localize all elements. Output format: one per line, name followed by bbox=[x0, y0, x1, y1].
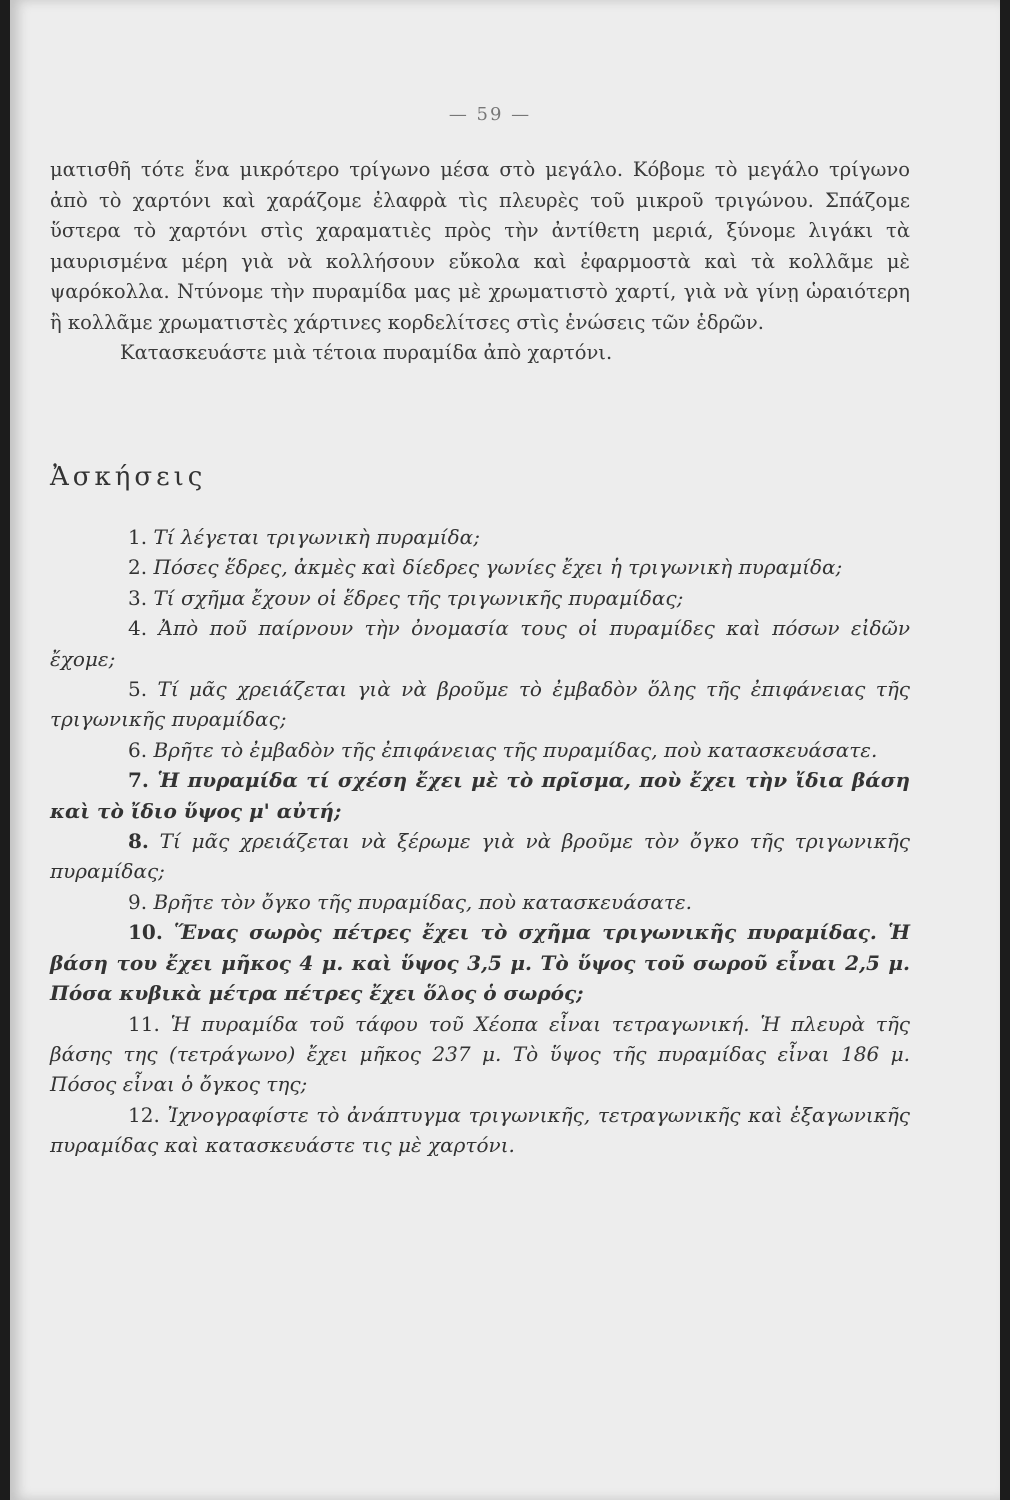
exercise-number: 5. bbox=[128, 677, 148, 702]
exercise-item bbox=[50, 522, 910, 552]
page-number: — 59 — bbox=[448, 104, 532, 125]
exercise-text: Ἰχνογραφίστε τὸ ἀνάπτυγμα τριγωνικῆς, τετραγωνικῆς καὶ ἑξαγωνικῆς πυραμίδας καὶ κατασκευάστε τις μὲ χαρτόνι. bbox=[50, 1102, 911, 1158]
exercise-text: Τί σχῆμα ἔχουν οἱ ἕδρες τῆς τριγωνικῆς πυραμίδας; bbox=[153, 585, 684, 610]
exercise-item bbox=[50, 917, 910, 1008]
exercise-text: Τί μᾶς χρειάζεται νὰ ξέρωμε γιὰ νὰ βροῦμε τὸν ὄγκο τῆς τριγωνικῆς πυραμίδας; bbox=[50, 829, 910, 884]
exercise-number: 4. bbox=[128, 616, 148, 641]
exercise-text: Πόσες ἕδρες, ἀκμὲς καὶ δίεδρες γωνίες ἔχει ἡ τριγωνικὴ πυραμίδα; bbox=[153, 555, 843, 580]
exercise-item bbox=[50, 887, 910, 917]
exercise-number: 1. bbox=[128, 525, 148, 549]
exercise-text: Βρῆτε τὸ ἐμβαδὸν τῆς ἐπιφάνειας τῆς πυραμίδας, ποὺ κατασκευάσατε. bbox=[153, 737, 878, 762]
exercise-number: 10. bbox=[128, 920, 163, 945]
exercise-number: 8. bbox=[128, 829, 149, 854]
exercise-item bbox=[50, 765, 910, 826]
exercise-number: 3. bbox=[128, 585, 148, 610]
exercises-heading: Ἀσκήσεις bbox=[50, 462, 207, 492]
book-page bbox=[10, 0, 1000, 1500]
exercise-number: 11. bbox=[128, 1011, 160, 1036]
intro-instruction: Κατασκευάστε μιὰ τέτοια πυραμίδα ἀπὸ χαρτόνι. bbox=[120, 341, 613, 364]
exercise-item bbox=[50, 1100, 910, 1161]
exercise-list bbox=[50, 522, 910, 1161]
exercise-number: 6. bbox=[128, 737, 148, 762]
exercise-item bbox=[50, 826, 910, 887]
exercise-text: Τί μᾶς χρειάζεται γιὰ νὰ βροῦμε τὸ ἐμβαδὸν ὅλης τῆς ἐπιφάνειας τῆς τριγωνικῆς πυραμίδας; bbox=[50, 677, 910, 732]
exercise-text: Ἀπὸ ποῦ παίρνουν τὴν ὀνομασία τους οἱ πυραμίδες καὶ πόσων εἰδῶν ἔχομε; bbox=[50, 616, 910, 671]
exercise-item bbox=[50, 735, 910, 765]
exercise-item bbox=[50, 613, 910, 674]
exercise-text: Τί λέγεται τριγωνικὴ πυραμίδα; bbox=[153, 525, 480, 549]
exercise-text: Ἡ πυραμίδα τί σχέση ἔχει μὲ τὸ πρῖσμα, ποὺ ἔχει τὴν ἴδια βάση καὶ τὸ ἴδιο ὕψος μ' αὐτή; bbox=[50, 768, 910, 823]
exercise-text: Ἕνας σωρὸς πέτρες ἔχει τὸ σχῆμα τριγωνικῆς πυραμίδας. Ἡ βάση του ἔχει μῆκος 4 μ. καὶ ὕψος 3,5 μ. Τὸ ὕψος τοῦ σωροῦ εἶναι 2,5 μ. Πόσα κυβικὰ μέτρα πέτρες ἔχει ὅλος ὁ σωρός; bbox=[50, 920, 910, 1006]
intro-text bbox=[50, 155, 910, 369]
exercise-item bbox=[50, 674, 910, 735]
exercise-number: 7. bbox=[128, 768, 149, 793]
exercise-text: Ἡ πυραμίδα τοῦ τάφου τοῦ Χέοπα εἶναι τετραγωνική. Ἡ πλευρὰ τῆς βάσης της (τετράγωνο) ἔχει μῆκος 237 μ. Τὸ ὕψος τῆς πυραμίδας εἶναι 186 μ. Πόσος εἶναι ὁ ὄγκος της; bbox=[50, 1011, 911, 1097]
intro-paragraph: ματισθῆ τότε ἕνα μικρότερο τρίγωνο μέσα στὸ μεγάλο. Κόβομε τὸ μεγάλο τρίγωνο ἀπὸ τὸ χαρτόνι καὶ χαράζομε ἐλαφρὰ τὶς πλευρὲς τοῦ μικροῦ τριγώνου. Σπάζομε ὕστερα τὸ χαρτόνι στὶς χαραματιὲς πρὸς τὴν ἀντίθετη μεριά, ξύνομε λιγάκι τὰ μαυρισμένα μέρη γιὰ νὰ κολλήσουν εὔκολα καὶ ἐφαρμοστὰ καὶ τὰ κολλᾶμε μὲ ψαρόκολλα. Ντύνομε τὴν πυραμίδα μας μὲ χρωματιστὸ χαρτί, γιὰ νὰ γίνῃ ὡραιότερη ἢ κολλᾶμε χρωματιστὲς χάρτινες κορδελίτσες στὶς ἑνώσεις τῶν ἑδρῶν. bbox=[50, 158, 910, 334]
exercise-number: 12. bbox=[128, 1102, 160, 1127]
exercise-text: Βρῆτε τὸν ὄγκο τῆς πυραμίδας, ποὺ κατασκευάσατε. bbox=[153, 889, 693, 914]
exercise-item bbox=[50, 552, 910, 582]
exercise-number: 2. bbox=[128, 555, 148, 580]
exercise-number: 9. bbox=[128, 889, 148, 914]
exercise-item bbox=[50, 1009, 910, 1100]
exercise-item bbox=[50, 583, 910, 613]
